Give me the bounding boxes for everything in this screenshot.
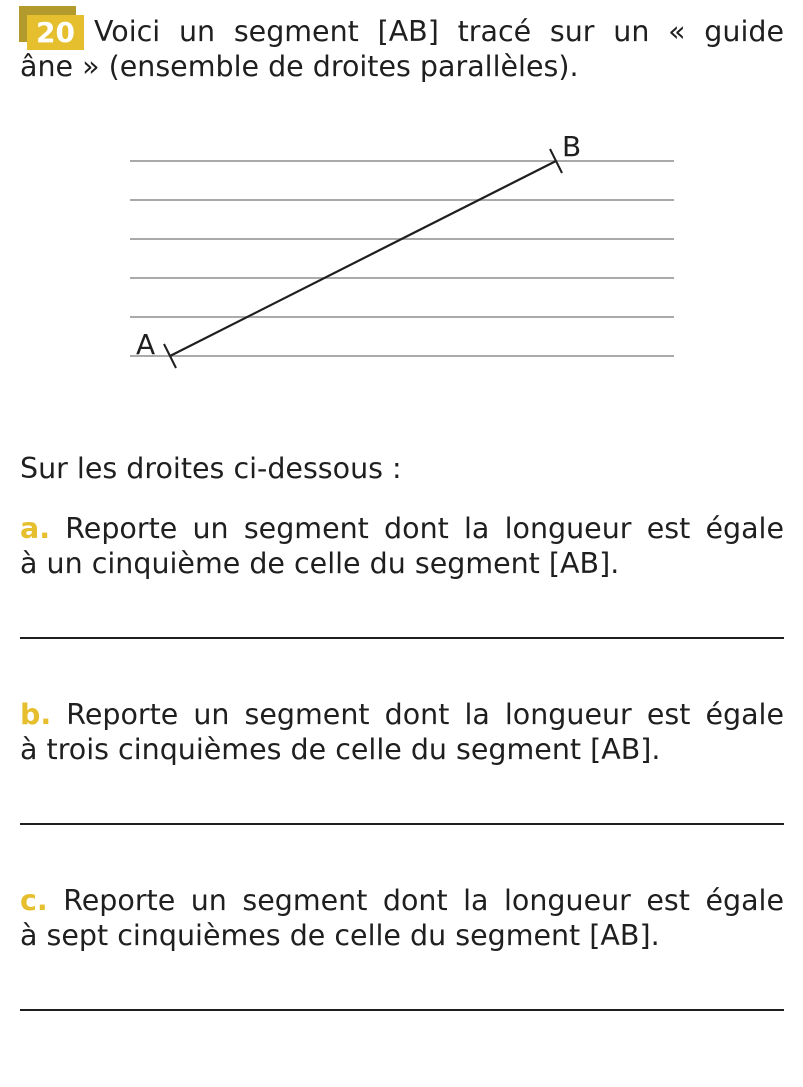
question-text-line-2: à un cinquième de celle du segment [AB]. (20, 547, 620, 580)
guide-ane-figure (0, 120, 803, 390)
question-text: Reporte un segment dont la longueur est égale (63, 884, 784, 917)
answer-line-a[interactable] (20, 637, 784, 639)
guide-lines (130, 161, 674, 356)
exercise-number: 20 (27, 15, 84, 50)
question-text: Reporte un segment dont la longueur est égale (65, 512, 784, 545)
intro-line-2: âne » (ensemble de droites parallèles). (20, 50, 579, 83)
question-c (20, 883, 784, 953)
point-b-label: B (562, 130, 582, 163)
answer-line-b[interactable] (20, 823, 784, 825)
instructions: Sur les droites ci-dessous : (20, 452, 402, 485)
question-letter: b. (20, 698, 52, 731)
question-a (20, 511, 784, 581)
question-text-line-2: à sept cinquièmes de celle du segment [AB]. (20, 919, 660, 952)
question-letter: a. (20, 512, 51, 545)
exercise-intro (20, 14, 784, 84)
intro-line-1: Voici un segment [AB] tracé sur un « guide (94, 15, 784, 48)
segment-ab (170, 161, 556, 356)
question-text-line-2: à trois cinquièmes de celle du segment [AB]. (20, 733, 661, 766)
answer-line-c[interactable] (20, 1009, 784, 1011)
point-a-label: A (136, 328, 156, 361)
question-b (20, 697, 784, 767)
question-text: Reporte un segment dont la longueur est égale (66, 698, 784, 731)
question-letter: c. (20, 884, 48, 917)
